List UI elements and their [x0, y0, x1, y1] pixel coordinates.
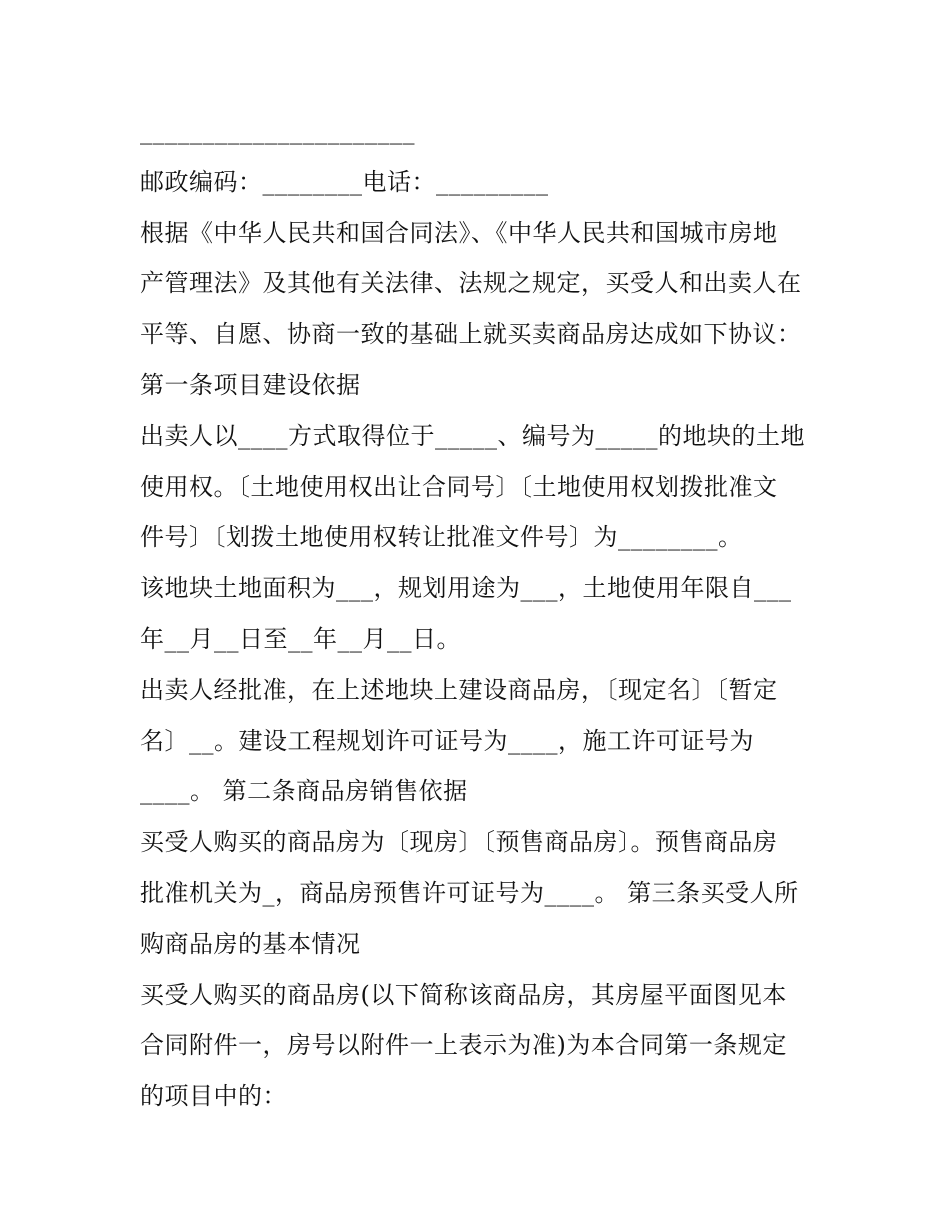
address-blank-line: ______________________: [140, 117, 415, 145]
preamble-line-2: 产管理法》及其他有关法律、法规之规定，买受人和出卖人在: [140, 269, 802, 298]
land-area-line-1: 该地块土地面积为___，规划用途为___，土地使用年限自___: [140, 574, 792, 603]
construction-line-1: 出卖人经批准，在上述地块上建设商品房，〔现定名〕〔暂定: [140, 675, 778, 704]
article-2-line-1: 买受人购买的商品房为〔现房〕〔预售商品房〕。预售商品房: [140, 828, 778, 857]
article-3-heading: 购商品房的基本情况: [140, 929, 361, 958]
preamble-line-1: 根据《中华人民共和国合同法》、《中华人民共和国城市房地: [140, 218, 778, 247]
preamble-line-3: 平等、自愿、协商一致的基础上就买卖商品房达成如下协议：: [140, 320, 802, 349]
article-2-line-2: 批准机关为_，商品房预售许可证号为____。 第三条买受人所: [140, 878, 799, 907]
article-1-heading: 第一条项目建设依据: [140, 370, 361, 399]
article-3-line-2: 合同附件一，房号以附件一上表示为准)为本合同第一条规定: [140, 1031, 787, 1060]
article-1-line-1: 出卖人以____方式取得位于_____、编号为_____的地块的土地: [140, 421, 805, 450]
postcode-phone-line: 邮政编码：________电话：_________: [140, 167, 549, 196]
article-2-heading-line: ____。 第二条商品房销售依据: [140, 777, 468, 806]
article-1-line-3: 件号〕〔划拨土地使用权转让批准文件号〕为________。: [140, 523, 743, 552]
document-page: [140, 106, 820, 1122]
article-1-line-2: 使用权。〔土地使用权出让合同号〕〔土地使用权划拨批准文: [140, 472, 778, 501]
article-3-line-1: 买受人购买的商品房(以下简称该商品房，其房屋平面图见本: [140, 980, 787, 1009]
article-3-line-3: 的项目中的：: [140, 1082, 287, 1111]
land-area-line-2: 年__月__日至__年__月__日。: [140, 624, 461, 653]
construction-line-2: 名〕__。建设工程规划许可证号为____，施工许可证号为: [140, 726, 754, 755]
